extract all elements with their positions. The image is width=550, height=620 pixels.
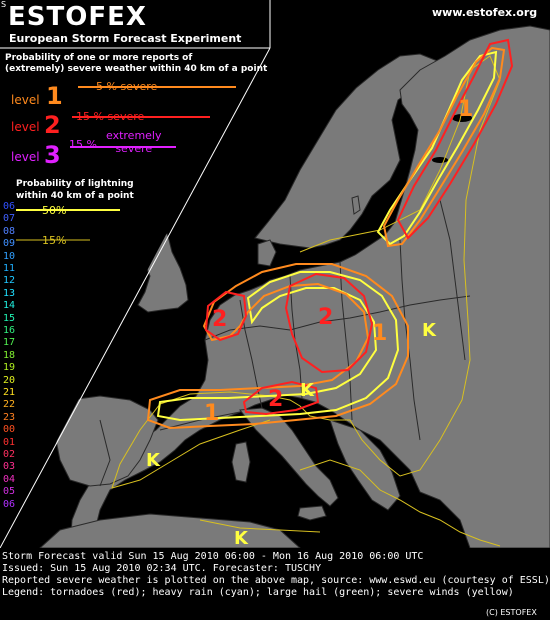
time-scale-item: 04 xyxy=(3,473,16,485)
time-scale-item: 10 xyxy=(3,250,16,262)
time-scale-item: 20 xyxy=(3,374,16,386)
footer-legend: Legend: tornadoes (red); heavy rain (cyan); large hail (green); severe winds (yellow) xyxy=(2,587,514,598)
time-scale-item: 02 xyxy=(3,449,16,460)
footer-valid: Storm Forecast valid Sun 15 Aug 2010 06:00 - Mon 16 Aug 2010 06:00 UTC xyxy=(2,551,424,562)
footer-source: Reported severe weather is plotted on the above map, source: www.eswd.eu (courtesy of ESSL) xyxy=(2,575,550,586)
time-scale-item: 05 xyxy=(3,486,16,498)
time-scale-item: 00 xyxy=(3,424,16,436)
gotland xyxy=(352,196,360,214)
time-scale-item: 14 xyxy=(3,300,16,312)
time-scale-item: 23 xyxy=(3,411,16,423)
level-1-number: 1 xyxy=(46,82,63,110)
level-1-label: 1 xyxy=(458,97,474,122)
level-1-label: 1 xyxy=(372,321,388,346)
time-scale-item: 06 xyxy=(3,498,16,510)
level-2-word: level xyxy=(11,120,40,134)
level-3-extra: extremely severe xyxy=(106,129,162,155)
sicily xyxy=(298,506,326,520)
level-3-percent: 15 % xyxy=(69,138,97,151)
level-2-percent: 15 % severe xyxy=(76,110,145,123)
lightning-symbol-icon: K xyxy=(146,450,160,471)
time-scale-item: 11 xyxy=(3,263,16,274)
lightning-symbol-icon: K xyxy=(422,320,436,341)
time-scale-item: 09 xyxy=(3,238,16,250)
time-scale-item: 21 xyxy=(3,387,16,398)
site-url[interactable]: www.estofex.org xyxy=(432,6,538,19)
time-scale-item: 13 xyxy=(3,287,16,299)
time-scale-item: 16 xyxy=(3,325,16,336)
time-scale-item: 22 xyxy=(3,399,16,411)
forecast-footer xyxy=(2,551,548,599)
page-title: ESTOFEX xyxy=(8,2,147,32)
time-scale-item: 07 xyxy=(3,213,16,225)
time-scale-item: 06 xyxy=(3,201,16,212)
corner-mark: S xyxy=(1,0,7,9)
time-scale-item: 12 xyxy=(3,275,16,287)
level-1-percent: 5 % severe xyxy=(96,80,158,93)
denmark xyxy=(258,240,276,266)
italy xyxy=(240,408,338,506)
lightning-15-label: 15% xyxy=(42,234,67,247)
time-scale-item: 18 xyxy=(3,349,16,361)
level-1-label: 1 xyxy=(204,401,220,426)
lightning-symbol-icon: K xyxy=(300,380,314,401)
severe-caption: Probability of one or more reports of (extremely) severe weather within 40 km of a point xyxy=(5,53,268,74)
time-scale-item: 19 xyxy=(3,362,16,374)
time-scale-item: 01 xyxy=(3,436,16,448)
level-2-label: 2 xyxy=(212,307,228,332)
level-3-number: 3 xyxy=(44,141,61,169)
lightning-symbol-icon: K xyxy=(234,528,248,548)
level-3-word: level xyxy=(11,150,40,164)
copyright: (C) ESTOFEX xyxy=(486,608,537,617)
level-2-label: 2 xyxy=(318,305,334,330)
time-scale-item: 17 xyxy=(3,337,16,349)
sardinia xyxy=(232,442,250,482)
lightning-50-label: 50% xyxy=(42,204,67,217)
level-1-word: level xyxy=(11,93,40,107)
time-scale-item: 03 xyxy=(3,461,16,473)
footer-issued: Issued: Sun 15 Aug 2010 02:34 UTC. Forecaster: TUSCHY xyxy=(2,563,322,574)
time-scale-item: 15 xyxy=(3,312,16,324)
level-2-label: 2 xyxy=(268,387,284,412)
level-2-number: 2 xyxy=(44,111,61,139)
page-subtitle: European Storm Forecast Experiment xyxy=(9,32,242,45)
time-scale-item: 08 xyxy=(3,225,16,237)
lightning-caption: Probability of lightning within 40 km of a point xyxy=(16,179,134,201)
